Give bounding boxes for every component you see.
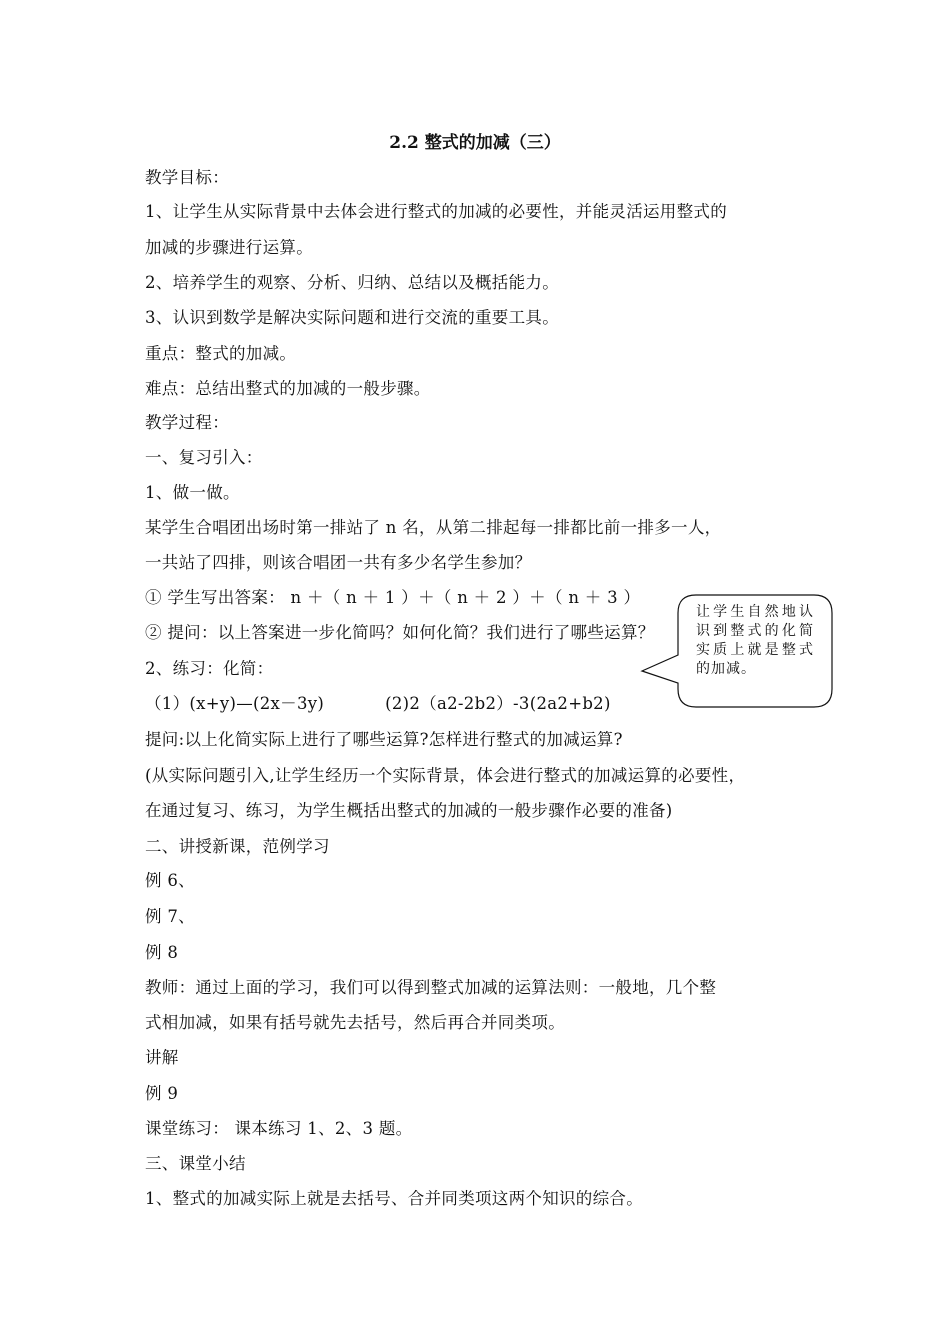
line-key-point: 重点：整式的加减。 bbox=[145, 344, 297, 363]
line-example-6: 例 6、 bbox=[145, 871, 195, 890]
line-goal-2: 2、培养学生的观察、分析、归纳、总结以及概括能力。 bbox=[145, 273, 559, 292]
line-goal-1-cont: 加减的步骤进行运算。 bbox=[145, 238, 313, 257]
callout-text: 让学生自然地认识到整式的化简实质上就是整式的加减。 bbox=[696, 604, 814, 677]
line-section-2: 二、讲授新课，范例学习 bbox=[145, 837, 330, 856]
line-class-exercise: 课堂练习： 课本练习 1、2、3 题。 bbox=[145, 1119, 413, 1138]
line-example-8: 例 8 bbox=[145, 943, 179, 962]
line-answer: ① 学生写出答案： n ＋（ n ＋ 1 ）＋（ n ＋ 2 ）＋（ n ＋ 3 ） bbox=[145, 588, 641, 607]
line-teacher-cont: 式相加减，如果有括号就先去括号，然后再合并同类项。 bbox=[145, 1013, 565, 1032]
line-section-1: 一、复习引入： bbox=[145, 448, 263, 467]
line-summary-1: 1、整式的加减实际上就是去括号、合并同类项这两个知识的综合。 bbox=[145, 1189, 643, 1208]
line-section-3: 三、课堂小结 bbox=[145, 1154, 246, 1173]
callout-bubble bbox=[640, 591, 836, 711]
line-note: (从实际问题引入,让学生经历一个实际背景，体会进行整式的加减运算的必要性， bbox=[145, 766, 746, 785]
line-teaching-process: 教学过程： bbox=[145, 413, 229, 432]
line-goal-1: 1、让学生从实际背景中去体会进行整式的加减的必要性，并能灵活运用整式的 bbox=[145, 202, 727, 221]
line-question: ② 提问：以上答案进一步化简吗？如何化简？我们进行了哪些运算？ bbox=[145, 623, 655, 642]
line-problem-cont: 一共站了四排，则该合唱团一共有多少名学生参加？ bbox=[145, 553, 532, 572]
line-exercise: 2、练习：化简： bbox=[145, 659, 274, 678]
line-teacher: 教师：通过上面的学习，我们可以得到整式加减的运算法则：一般地，几个整 bbox=[145, 978, 717, 997]
line-difficulty: 难点：总结出整式的加减的一般步骤。 bbox=[145, 379, 431, 398]
line-example-7: 例 7、 bbox=[145, 907, 195, 926]
line-note-cont: 在通过复习、练习，为学生概括出整式的加减的一般步骤作必要的准备) bbox=[145, 801, 673, 820]
line-example-9: 例 9 bbox=[145, 1084, 179, 1103]
line-do-it: 1、做一做。 bbox=[145, 483, 240, 502]
line-exercise-items: （1）(x+y)—(2x－3y) (2)2（a2-2b2）-3(2a2+b2) bbox=[145, 694, 611, 713]
document-title: 2.2 整式的加减（三） bbox=[389, 133, 561, 153]
line-problem: 某学生合唱团出场时第一排站了 n 名，从第二排起每一排都比前一排多一人， bbox=[145, 518, 722, 537]
line-ask: 提问:以上化简实际上进行了哪些运算?怎样进行整式的加减运算? bbox=[145, 730, 623, 749]
line-goal-3: 3、认识到数学是解决实际问题和进行交流的重要工具。 bbox=[145, 308, 559, 327]
line-teaching-goals: 教学目标： bbox=[145, 168, 229, 187]
line-explain: 讲解 bbox=[145, 1048, 179, 1067]
